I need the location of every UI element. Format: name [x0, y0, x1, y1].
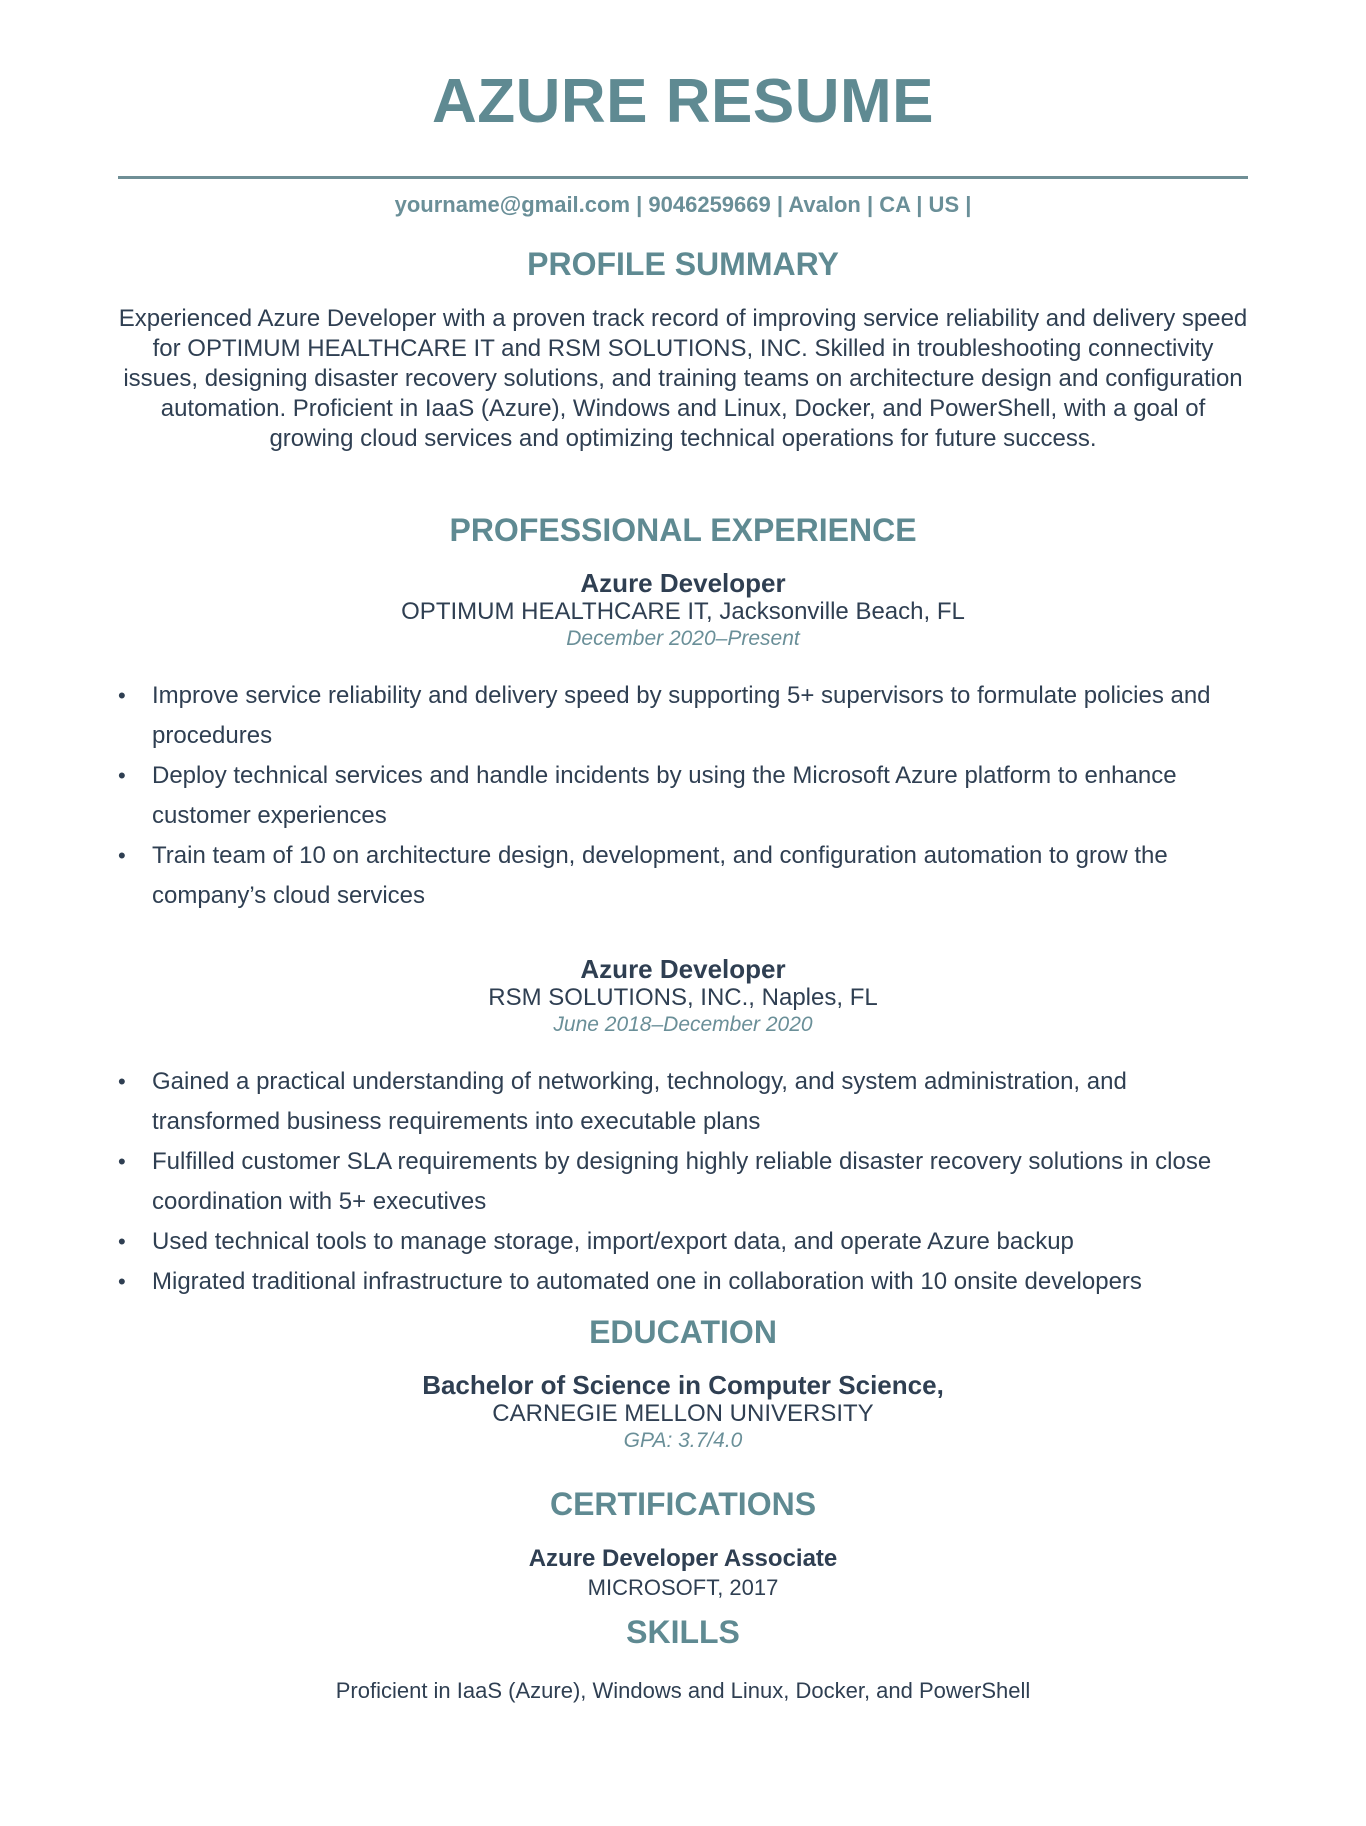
education-heading: EDUCATION [589, 1314, 777, 1350]
education-entry [118, 1370, 1248, 1454]
certification-entry [118, 1544, 1248, 1602]
job-bullet: • Train team of 10 on architecture design, development, and configuration automation to grow the company’s cloud services [118, 836, 1248, 916]
bullet-marker: • [118, 1229, 126, 1254]
experience-heading: PROFESSIONAL EXPERIENCE [449, 512, 917, 548]
job-company: OPTIMUM HEALTHCARE IT, Jacksonville Beach, FL [401, 598, 965, 625]
resume-title: AZURE RESUME [431, 67, 935, 136]
job-bullet: • Gained a practical understanding of networking, technology, and system administration, and transformed business requirements into executable plans [118, 1062, 1248, 1142]
contact-line: yourname@gmail.com | 9046259669 | Avalon | CA | US | [394, 192, 972, 217]
job-bullet: • Fulfilled customer SLA requirements by designing highly reliable disaster recovery solutions in close coordination with 5+ executives [118, 1142, 1248, 1222]
header-divider [118, 176, 1248, 179]
certification-name: Azure Developer Associate [528, 1545, 838, 1572]
job-company: RSM SOLUTIONS, INC., Naples, FL [488, 984, 878, 1011]
job-bullet: • Used technical tools to manage storage, import/export data, and operate Azure backup [118, 1222, 1248, 1262]
job-entry [118, 568, 1248, 652]
certifications-heading: CERTIFICATIONS [549, 1486, 817, 1522]
job-dates: June 2018–December 2020 [553, 1013, 813, 1036]
job-bullet: • Migrated traditional infrastructure to automated one in collaboration with 10 onsite developers [118, 1262, 1248, 1302]
bullet-marker: • [118, 683, 126, 708]
job-bullet: • Improve service reliability and delivery speed by supporting 5+ supervisors to formulate policies and procedures [118, 676, 1248, 756]
school: CARNEGIE MELLON UNIVERSITY [492, 1400, 874, 1427]
gpa: GPA: 3.7/4.0 [623, 1429, 743, 1452]
bullet-marker: • [118, 1269, 126, 1294]
bullet-marker: • [118, 763, 126, 788]
job-title: Azure Developer [580, 568, 786, 598]
profile-summary-heading: PROFILE SUMMARY [527, 246, 839, 282]
certification-issuer: MICROSOFT, 2017 [587, 1575, 779, 1600]
job-title: Azure Developer [580, 954, 786, 984]
degree: Bachelor of Science in Computer Science, [422, 1370, 944, 1400]
job-bullet: • Deploy technical services and handle incidents by using the Microsoft Azure platform to enhance customer experiences [118, 756, 1248, 836]
bullet-marker: • [118, 843, 126, 868]
skills-text: Proficient in IaaS (Azure), Windows and Linux, Docker, and PowerShell [335, 1678, 1031, 1703]
profile-summary-text: Experienced Azure Developer with a proven track record of improving service reliability and delivery speed for OPTIMUM HEALTHCARE IT and RSM SOLUTIONS, INC. Skilled in troubleshooting connectivity issues, designing disaster recovery solutions, and training teams on architecture design and configuration automation. Proficient in IaaS (Azure), Windows and Linux, Docker, and PowerShell, with a goal of growing cloud services and optimizing technical operations for future success. [118, 305, 1248, 452]
skills-heading: SKILLS [626, 1614, 740, 1650]
job-bullet-list [118, 1062, 1248, 1302]
bullet-marker: • [118, 1149, 126, 1174]
bullet-marker: • [118, 1069, 126, 1094]
job-bullet-list [118, 676, 1248, 916]
job-dates: December 2020–Present [566, 627, 800, 650]
job-entry [118, 954, 1248, 1038]
